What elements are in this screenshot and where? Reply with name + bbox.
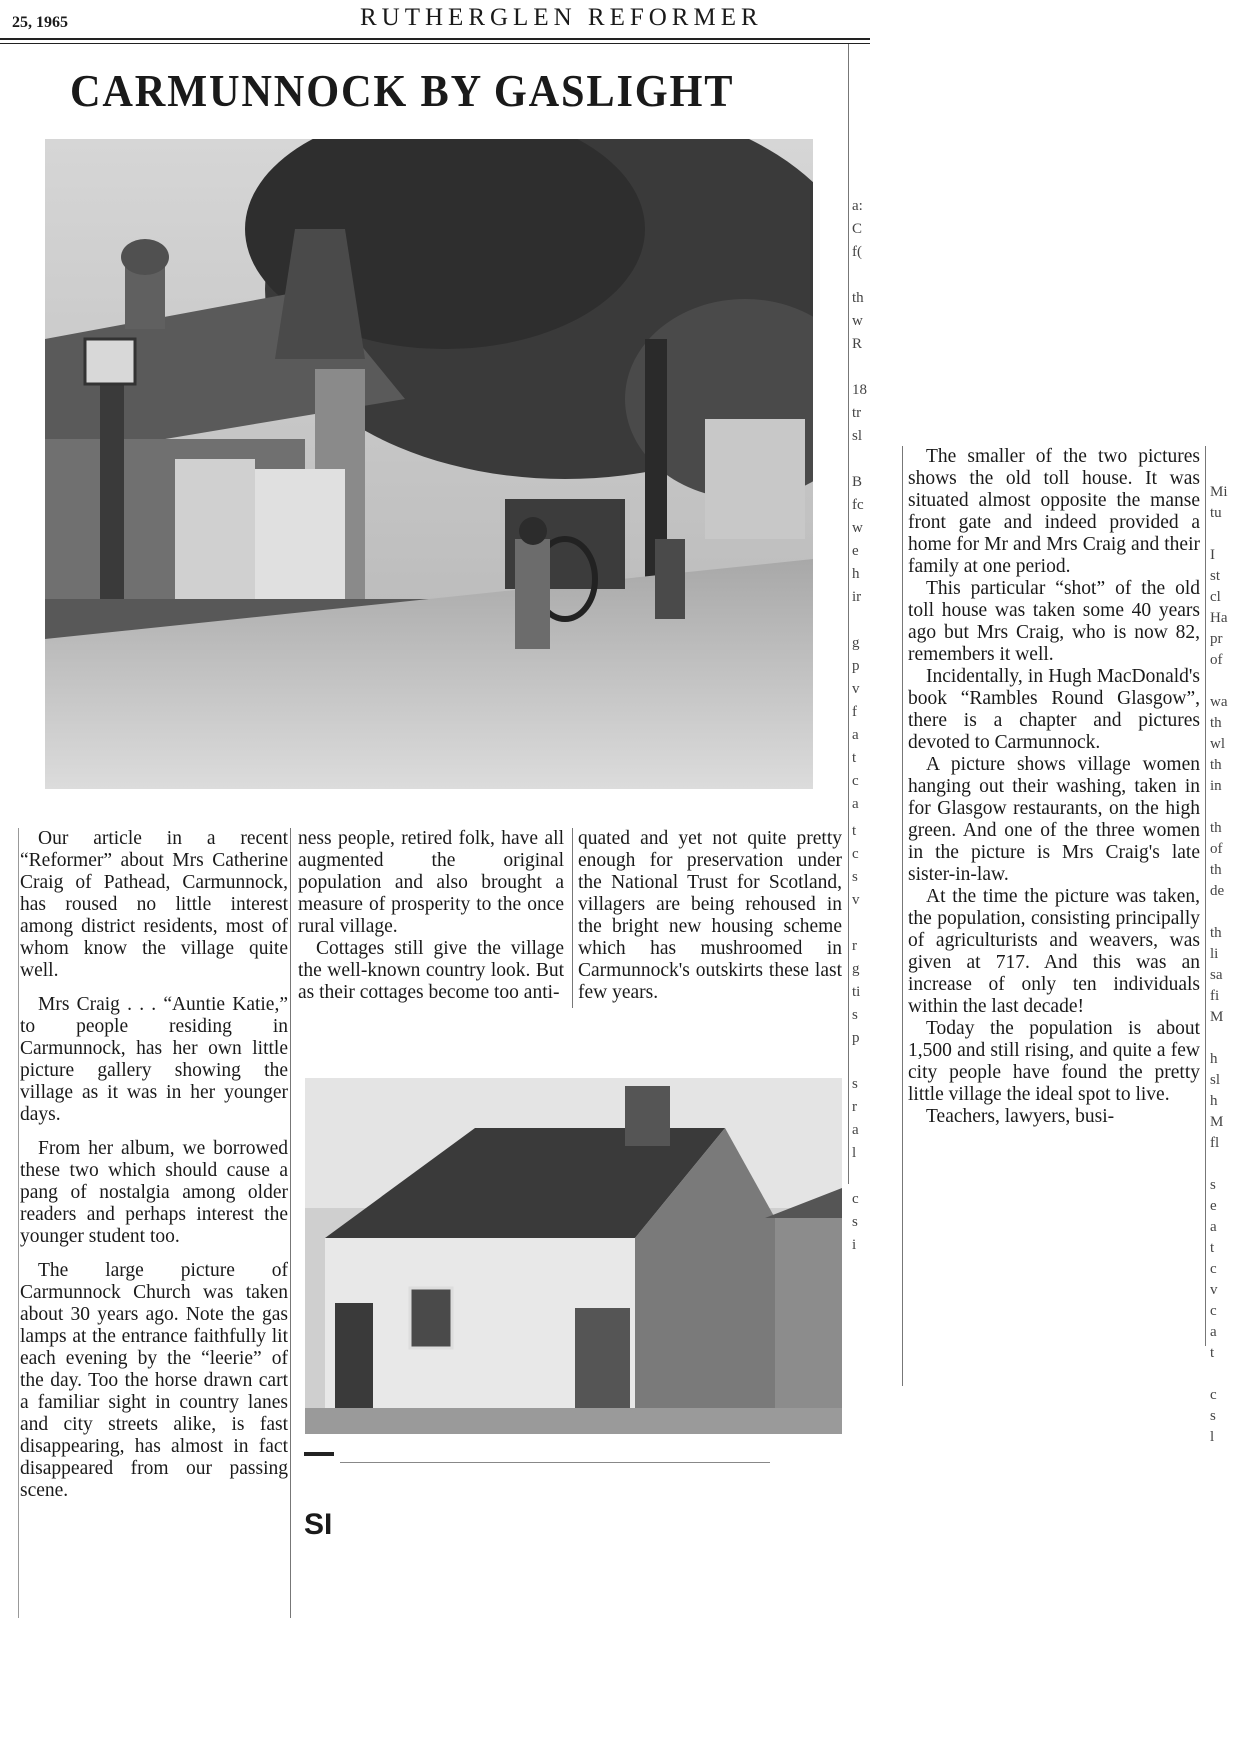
fragment-text: c [852, 1191, 859, 1207]
masthead-paper-name: RUTHERGLEN REFORMER [360, 4, 763, 31]
fragment-text: I [1210, 547, 1215, 563]
fragment-text: v [1210, 1282, 1218, 1298]
fragment-text: p [852, 1030, 860, 1046]
fragment-text: tr [852, 405, 862, 421]
headline: CARMUNNOCK BY GASLIGHT [70, 65, 735, 116]
column-rule [1205, 446, 1206, 1346]
fragment-text: r [852, 1099, 857, 1115]
fragment-text: l [852, 1145, 857, 1161]
paragraph: The large picture of Carmunnock Church was taken about 30 years ago. Note the gas lamps at the entrance faithfully lit each evening by the “leerie” of the day. Too the horse drawn cart a familiar sight in country lanes and city streets alike, is fast disappearing, has almost in fact disappeared from our passing scene. [20, 1260, 288, 1501]
fragment-text [852, 912, 860, 935]
fragment-text: t [852, 823, 857, 839]
fragment-text: v [852, 681, 860, 697]
fragment-text: a [1210, 1219, 1217, 1235]
fragment-text: f [852, 704, 857, 720]
church-street-photo [45, 139, 813, 789]
fragment-text: s [852, 1214, 858, 1230]
fragment-text: g [852, 961, 860, 977]
article-column-2 [298, 828, 564, 1004]
paragraph: ness people, retired folk, have all augmented the original population and also brought a measure of prosperity to the once rural village. [298, 828, 564, 937]
fragment-text: wa [1210, 694, 1228, 710]
fragment-text [1210, 1154, 1228, 1175]
masthead-date: 25, 1965 [12, 14, 68, 31]
fragment-text: fi [1210, 988, 1220, 1004]
fragment-text: of [1210, 652, 1223, 668]
fragment-text [852, 448, 867, 471]
fragment-text: 18 [852, 382, 867, 398]
paragraph: Incidentally, in Hugh MacDonald's book “Rambles Round Glasgow”, there is a chapter and pictures devoted to Carmunnock. [908, 666, 1200, 753]
fragment-text: c [1210, 1303, 1217, 1319]
fragment-text [852, 609, 867, 632]
fragment-text [1210, 524, 1228, 545]
fragment-text: s [852, 1076, 858, 1092]
fragment-text: th [1210, 862, 1222, 878]
fragment-text: a: [852, 198, 863, 214]
fragment-text: c [852, 773, 859, 789]
right-edge-fragments [1210, 482, 1228, 1448]
fragment-text: wl [1210, 736, 1225, 752]
fragment-text: Mi [1210, 484, 1228, 500]
fragment-text: sa [1210, 967, 1223, 983]
fragment-text: s [1210, 1177, 1216, 1193]
fragment-text: C [852, 221, 863, 237]
paragraph: At the time the picture was taken, the population, consisting principally of agriculturists and weavers, was given at 717. And this was an increase of only ten individuals within the last decade! [908, 886, 1200, 1017]
church-street-photo-icon [45, 139, 813, 789]
fragment-text: fl [1210, 1135, 1220, 1151]
fragment-text: a [852, 796, 859, 812]
adjacent-column-fragments-lower [852, 820, 860, 1257]
fragment-text: M [1210, 1009, 1224, 1025]
paragraph: The smaller of the two pictures shows the old toll house. It was situated almost opposite the manse front gate and indeed provided a home for Mr and Mrs Craig and their family at one period. [908, 446, 1200, 577]
article-column-1 [20, 828, 288, 1514]
paragraph: Teachers, lawyers, busi- [926, 1106, 1115, 1127]
fragment-text: Ha [1210, 610, 1228, 626]
fragment-text: c [1210, 1261, 1217, 1277]
fragment-text: v [852, 892, 860, 908]
fragment-text: M [1210, 1114, 1224, 1130]
fragment-text: th [1210, 715, 1222, 731]
paragraph: This particular “shot” of the old toll house was taken some 40 years ago but Mrs Craig, who is now 82, remembers it well. [908, 578, 1200, 665]
fragment-text: tu [1210, 505, 1222, 521]
fragment-text [1210, 1028, 1228, 1049]
fragment-text: in [1210, 778, 1222, 794]
fragment-text [852, 356, 867, 379]
fragment-text: sl [1210, 1072, 1221, 1088]
fragment-text: s [852, 869, 858, 885]
cut-rule [340, 1462, 770, 1463]
fragment-text: e [1210, 1198, 1217, 1214]
fragment-text: w [852, 520, 863, 536]
fragment-text: l [1210, 1429, 1215, 1445]
fragment-text: th [1210, 820, 1222, 836]
fragment-text: t [852, 750, 857, 766]
fragment-text: h [852, 566, 860, 582]
paragraph: Today the population is about 1,500 and still rising, and quite a few city people have found the pretty little village the ideal spot to live. [908, 1018, 1200, 1105]
article-column-3 [578, 828, 842, 1004]
paragraph: Our article in a recent “Reformer” about Mrs Catherine Craig of Pathead, Carmunnock, has roused no little interest among district residents, most of whom know the village quite well. [20, 828, 288, 981]
paragraph: Cottages still give the village the well-known country look. But as their cottages become too anti- [298, 938, 564, 1003]
fragment-text: g [852, 635, 860, 651]
paragraph: quated and yet not quite pretty enough for preservation under the National Trust for Scotland, villagers are being rehoused in the bright new housing scheme which has mushroomed in Carmunnock's outskirts these last few years. [578, 828, 842, 1003]
fragment-text: li [1210, 946, 1219, 962]
fragment-text: ir [852, 589, 862, 605]
fragment-text: cl [1210, 589, 1221, 605]
fragment-text: of [1210, 841, 1223, 857]
column-rule [290, 828, 291, 1618]
fragment-text: e [852, 543, 859, 559]
fragment-text: c [852, 846, 859, 862]
fragment-text: h [1210, 1051, 1218, 1067]
fragment-text: s [852, 1007, 858, 1023]
fragment-text: pr [1210, 631, 1223, 647]
masthead-rule-thin [0, 43, 870, 44]
column-rule [572, 828, 573, 1008]
paragraph: Mrs Craig . . . “Auntie Katie,” to people residing in Carmunnock, has her own little picture gallery showing the village as it was in her younger days. [20, 994, 288, 1125]
fragment-text: s [1210, 1408, 1216, 1424]
fragment-text: th [1210, 925, 1222, 941]
fragment-text [852, 264, 867, 287]
fragment-text: f( [852, 244, 862, 260]
fragment-text: a [852, 1122, 859, 1138]
fragment-text: i [852, 1237, 857, 1253]
masthead-rule [0, 38, 870, 40]
fragment-text: B [852, 474, 863, 490]
adjacent-column-fragments [852, 195, 867, 816]
paragraph: From her album, we borrowed these two which should cause a pang of nostalgia among older readers and perhaps interest the younger student too. [20, 1138, 288, 1247]
fragment-text [1210, 1364, 1228, 1385]
fragment-text: st [1210, 568, 1221, 584]
fragment-text: p [852, 658, 860, 674]
article-column-4 [908, 446, 1200, 1128]
fragment-text [1210, 902, 1228, 923]
column-rule [848, 44, 849, 1184]
cut-rule [304, 1452, 334, 1456]
fragment-text [1210, 671, 1228, 692]
paragraph: A picture shows village women hanging out their washing, taken in for Glasgow restaurants, on the high green. And one of the three women in the picture is Mrs Craig's late sister-in-law. [908, 754, 1200, 885]
toll-house-photo [305, 1078, 842, 1434]
fragment-text: c [1210, 1387, 1217, 1403]
toll-house-photo-icon [305, 1078, 842, 1434]
fragment-text: sl [852, 428, 863, 444]
fragment-text: R [852, 336, 863, 352]
stray-letters: SI [304, 1508, 333, 1541]
fragment-text: de [1210, 883, 1225, 899]
fragment-text [1210, 797, 1228, 818]
fragment-text: a [852, 727, 859, 743]
fragment-text: t [1210, 1240, 1215, 1256]
column-rule [18, 828, 19, 1618]
fragment-text: r [852, 938, 857, 954]
fragment-text: fc [852, 497, 864, 513]
fragment-text: t [1210, 1345, 1215, 1361]
fragment-text: a [1210, 1324, 1217, 1340]
fragment-text: th [1210, 757, 1222, 773]
fragment-text [852, 1050, 860, 1073]
fragment-text [852, 1165, 860, 1188]
fragment-text: w [852, 313, 863, 329]
fragment-text: h [1210, 1093, 1218, 1109]
fragment-text: ti [852, 984, 861, 1000]
fragment-text: th [852, 290, 864, 306]
column-rule [902, 446, 903, 1386]
